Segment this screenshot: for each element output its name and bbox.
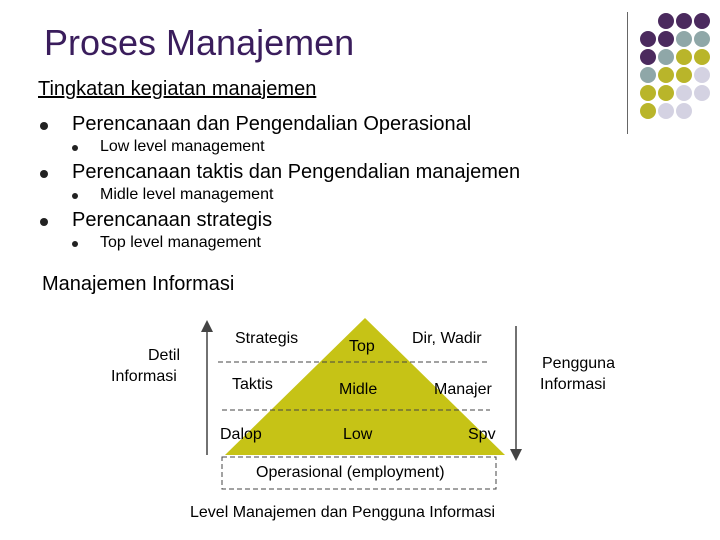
base-label: Operasional (employment) [256, 464, 445, 481]
section-heading-levels: Tingkatan kegiatan manajemen [38, 78, 317, 100]
list-subitem-level-2: Midle level management [100, 186, 274, 203]
level-label-middle: Midle [339, 381, 378, 398]
user-label-manager: Manajer [434, 381, 492, 398]
detail-label-line2: Informasi [111, 368, 177, 385]
list-item-level-2: Perencanaan taktis dan Pengendalian manajemen [72, 161, 521, 183]
list-item-level-3: Perencanaan strategis [72, 209, 273, 231]
section-heading-information: Manajemen Informasi [42, 273, 235, 295]
page-title: Proses Manajemen [44, 22, 355, 63]
list-item-level-1: Perencanaan dan Pengendalian Operasional [72, 113, 472, 135]
user-label-supervisor: Spv [468, 426, 496, 443]
user-label-line2: Informasi [540, 376, 606, 393]
detail-label-line1: Detil [148, 347, 181, 364]
planning-label-strategic: Strategis [235, 330, 299, 347]
diagram-caption: Level Manajemen dan Pengguna Informasi [190, 504, 496, 521]
list-subitem-level-1: Low level management [100, 138, 265, 155]
user-label-director: Dir, Wadir [412, 330, 482, 347]
level-label-low: Low [343, 426, 373, 443]
planning-label-operational: Dalop [220, 426, 262, 443]
list-subitem-level-3: Top level management [100, 234, 261, 251]
level-label-top: Top [349, 338, 375, 355]
user-label-line1: Pengguna [542, 355, 615, 372]
planning-label-tactical: Taktis [232, 376, 273, 393]
